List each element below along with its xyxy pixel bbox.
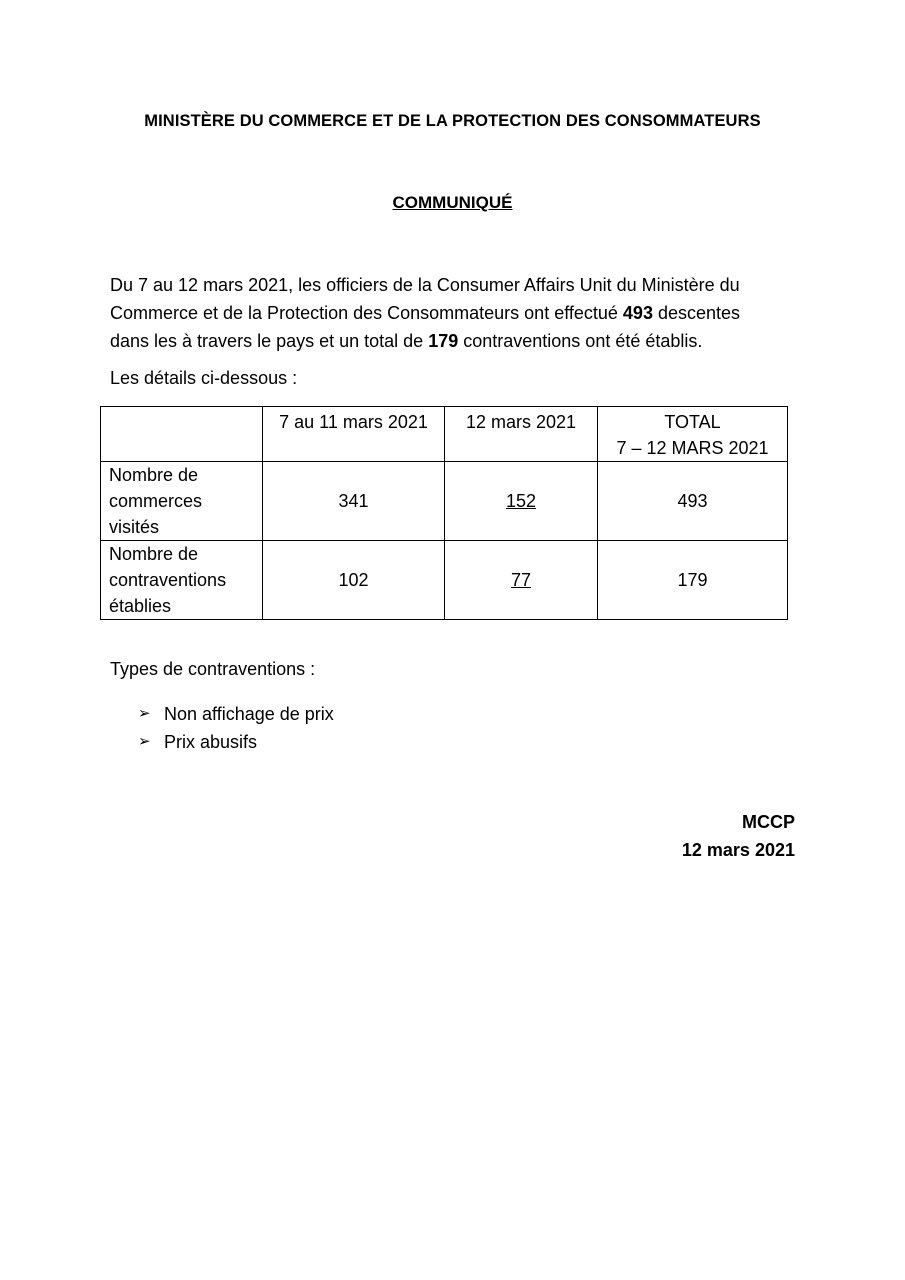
table-row [101,541,788,620]
table-header-row [101,407,788,462]
value-text: 77 [510,570,532,590]
ministry-heading: MINISTÈRE DU COMMERCE ET DE LA PROTECTION DES CONSOMMATEURS [144,112,761,130]
row-label-line: contraventions [109,570,227,590]
intro-paragraph [110,271,800,355]
intro-line-3 [110,327,800,355]
signature-date: 12 mars 2021 [681,840,795,860]
intro-text: descentes [652,303,741,323]
signature-block [682,808,795,864]
value-text: 152 [505,491,537,511]
intro-text: dans les à travers le pays et un total de [110,331,429,351]
intro-line-1: Du 7 au 12 mars 2021, les officiers de la Consumer Affairs Unit du Ministère du [110,275,740,295]
contraventions-count: 179 [428,331,459,351]
types-lead: Types de contraventions : [110,659,316,679]
header-cell-period-1: 7 au 11 mars 2021 [263,407,445,462]
intro-text: Commerce et de la Protection des Consommateurs ont effectué [110,303,623,323]
list-item-label: Prix abusifs [164,732,258,752]
header-cell-period-2: 12 mars 2021 [445,407,598,462]
intro-line-2 [110,299,800,327]
visits-count: 493 [622,303,653,323]
list-item [138,728,334,756]
types-list [138,700,334,756]
value-cell [445,462,598,541]
total-cell: 179 [598,541,788,620]
row-label-line: Nombre de [109,544,199,564]
row-label-line: établies [109,596,172,616]
stats-table [100,406,788,620]
row-label [101,462,263,541]
header-cell-total [598,407,788,462]
intro-text: contraventions ont été établis. [458,331,703,351]
total-header-line-2: 7 – 12 MARS 2021 [616,438,769,458]
total-cell: 493 [598,462,788,541]
list-item [138,700,334,728]
row-label [101,541,263,620]
header-cell-empty [101,407,263,462]
row-label-line: commerces [109,491,203,511]
arrowhead-bullet-icon: ➢ [138,705,151,722]
row-label-line: Nombre de [109,465,199,485]
document-title: COMMUNIQUÉ [392,193,513,212]
arrowhead-bullet-icon: ➢ [138,733,151,750]
row-label-line: visités [109,517,160,537]
total-header-line-1: TOTAL [664,412,721,432]
details-lead: Les détails ci-dessous : [110,368,298,388]
list-item-label: Non affichage de prix [164,704,334,724]
value-cell [445,541,598,620]
table-row [101,462,788,541]
value-cell: 102 [263,541,445,620]
signature-org: MCCP [742,812,795,832]
value-cell: 341 [263,462,445,541]
